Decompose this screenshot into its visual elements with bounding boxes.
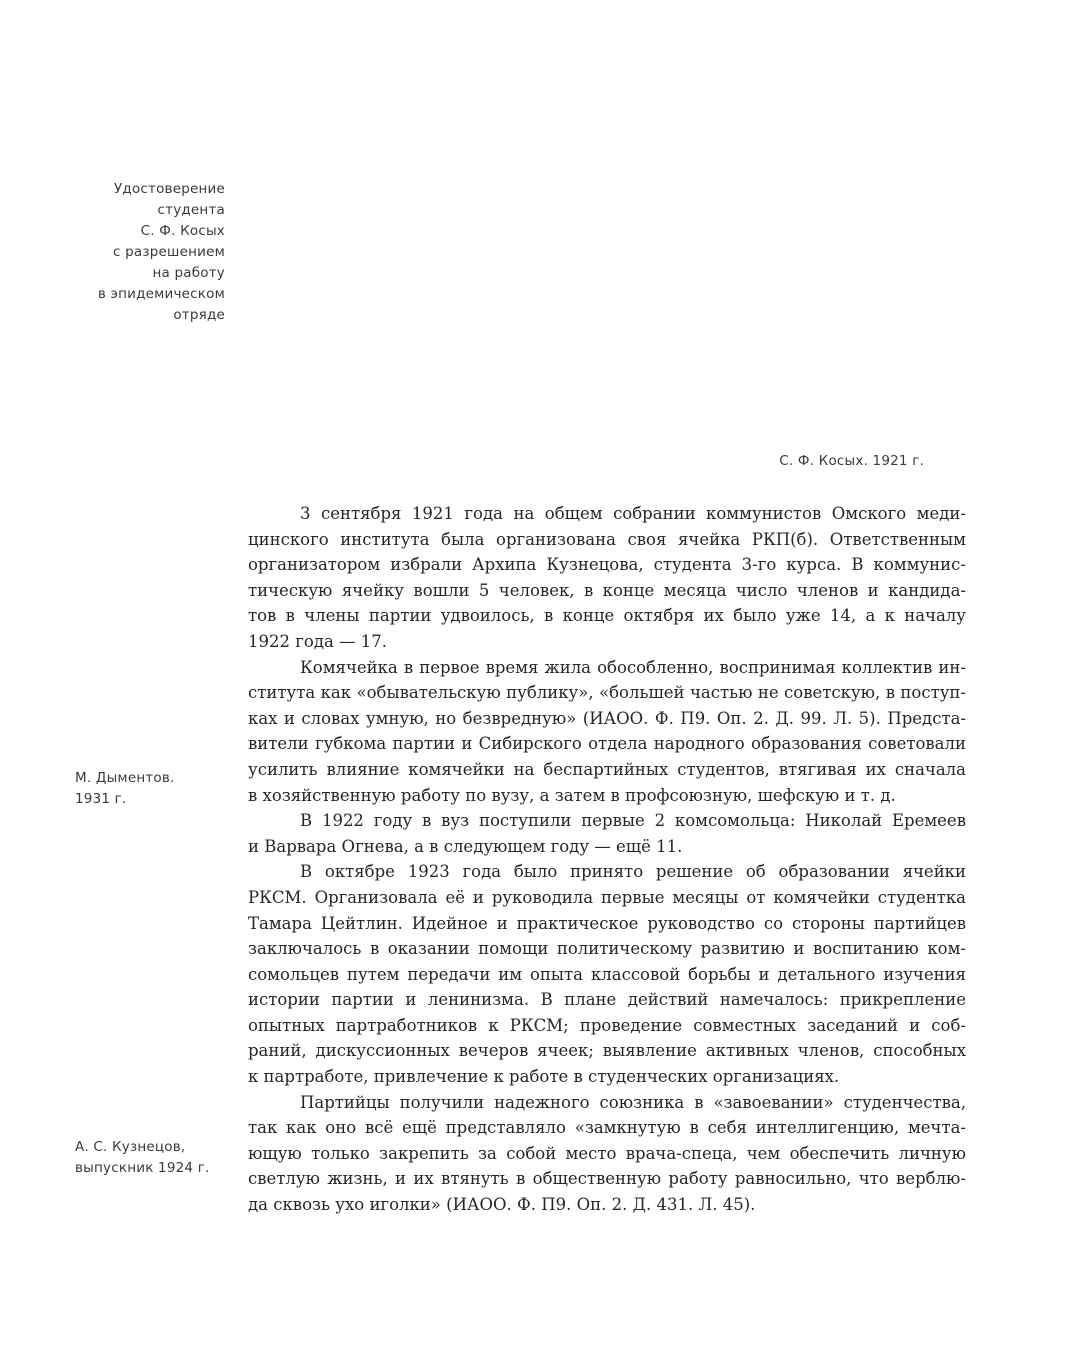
text-line: ках и словах умную, но безвредную» (ИАОО. Ф. П9. Оп. 2. Д. 99. Л. 5). Предста- — [248, 708, 966, 728]
caption-line: в эпидемическом — [97, 286, 225, 302]
caption-line: 1931 г. — [75, 791, 127, 807]
main-text-block — [248, 501, 966, 1218]
text-line: тов в члены партии удвоилось, в конце октября их было уже 14, а к началу — [248, 606, 966, 626]
text-line: и Варвара Огнева, а в следующем году — ещё 11. — [248, 836, 683, 856]
text-line: В 1922 году в вуз поступили первые 2 комсомольца: Николай Еремеев — [300, 811, 966, 831]
certificate-caption — [60, 179, 225, 326]
text-line: ющую только закрепить за собой место врача-спеца, чем обеспечить личную — [248, 1143, 966, 1163]
text-line: сомольцев путем передачи им опыта классовой борьбы и детального изучения — [248, 964, 966, 984]
text-line: Партийцы получили надежного союзника в «завоевании» студенчества, — [300, 1092, 966, 1112]
text-line: 3 сентября 1921 года на общем собрании коммунистов Омского меди- — [300, 504, 966, 523]
caption-line: с разрешением — [113, 244, 225, 260]
text-line: ститута как «обывательскую публику», «большей частью не советскую, в поступ- — [248, 683, 966, 703]
text-line: к партработе, привлечение к работе в студенческих организациях. — [248, 1067, 840, 1087]
caption-line: М. Дыментов. — [75, 770, 175, 786]
caption-line: выпускник 1924 г. — [75, 1160, 210, 1176]
text-line: светлую жизнь, и их втянуть в общественную работу равносильно, что верблю- — [248, 1169, 966, 1189]
photo-caption-kuznetsov — [75, 1137, 255, 1179]
paragraph — [248, 1090, 966, 1218]
text-line: цинского института была организована своя ячейка РКП(б). Ответственным — [248, 529, 966, 549]
text-line: усилить влияние комячейки на беспартийных студентов, втягивая их сначала — [248, 759, 966, 779]
text-line: в хозяйственную работу по вузу, а затем в профсоюзную, шефскую и т. д. — [248, 785, 896, 805]
text-line: В октябре 1923 года было принято решение об образовании ячейки — [300, 862, 966, 882]
text-line: Комячейка в первое время жила обособленно, воспринимая коллектив ин- — [300, 657, 966, 677]
caption-line: С. Ф. Косых. 1921 г. — [779, 453, 924, 469]
paragraph — [248, 859, 966, 1089]
caption-line: на работу — [152, 265, 225, 281]
text-line: заключалось в оказании помощи политическому развитию и воспитанию ком- — [248, 939, 966, 959]
text-line: 1922 года — 17. — [248, 631, 388, 651]
caption-line: студента — [157, 202, 225, 218]
paragraph — [248, 655, 966, 809]
caption-line: Удостоверение — [113, 181, 225, 197]
photo-caption-dymentov — [75, 768, 255, 810]
caption-line: отряде — [173, 307, 225, 323]
text-line: вители губкома партии и Сибирского отдела народного образования советовали — [248, 734, 966, 754]
text-line: РКСМ. Организовала её и руководила первые месяцы от комячейки студентка — [248, 887, 966, 907]
text-line: тическую ячейку вошли 5 человек, в конце месяца число членов и кандида- — [248, 580, 966, 600]
text-line: да сквозь ухо иголки» (ИАОО. Ф. П9. Оп. 2. Д. 431. Л. 45). — [248, 1195, 756, 1215]
text-line: Тамара Цейтлин. Идейное и практическое руководство со стороны партийцев — [248, 913, 966, 933]
text-line: истории партии и ленинизма. В плане действий намечалось: прикрепление — [248, 990, 966, 1010]
text-line: так как оно всё ещё представляло «замкнутую в себя интеллигенцию, мечта- — [248, 1118, 966, 1138]
caption-line: А. С. Кузнецов, — [75, 1139, 186, 1155]
text-line: опытных партработников к РКСМ; проведение совместных заседаний и соб- — [248, 1015, 966, 1035]
photo-caption-kosykh — [700, 451, 924, 472]
caption-line: С. Ф. Косых — [140, 223, 225, 239]
text-line: организатором избрали Архипа Кузнецова, студента 3-го курса. В коммунис- — [248, 555, 966, 575]
paragraph — [248, 501, 966, 655]
text-line: раний, дискуссионных вечеров ячеек; выявление активных членов, способных — [248, 1041, 966, 1061]
paragraph — [248, 808, 966, 859]
